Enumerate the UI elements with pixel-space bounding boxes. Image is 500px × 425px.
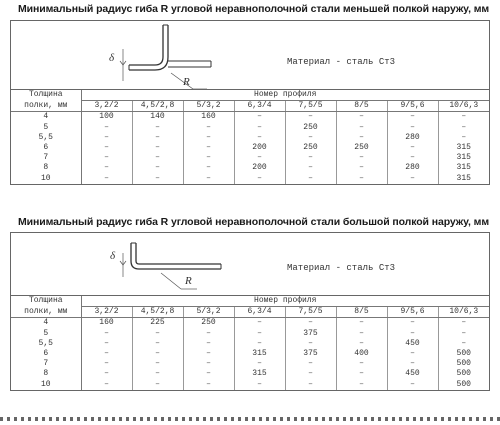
radius-value-cell: –	[336, 359, 387, 369]
radius-value-cell: –	[336, 153, 387, 163]
radius-value-cell: –	[234, 153, 285, 163]
radius-value-cell: –	[81, 163, 132, 173]
radius-value-cell: –	[132, 123, 183, 133]
radius-value-cell: –	[336, 163, 387, 173]
thickness-cell: 5,5	[11, 339, 81, 349]
radius-value-cell: –	[285, 112, 336, 123]
radius-value-cell: –	[81, 329, 132, 339]
table-row	[11, 163, 489, 173]
radius-value-cell: –	[183, 123, 234, 133]
radius-value-cell: –	[285, 369, 336, 379]
radius-value-cell: –	[81, 153, 132, 163]
profile-header-cell: 3,2/2	[81, 101, 132, 112]
radius-value-cell: –	[234, 380, 285, 390]
radius-value-cell: –	[183, 153, 234, 163]
radius-value-cell: –	[183, 163, 234, 173]
radius-value-cell: –	[336, 339, 387, 349]
profile-header-cell: 7,5/5	[285, 101, 336, 112]
table1-title: Минимальный радиус гиба R угловой неравнополочной стали меньшей полкой наружу, мм	[18, 3, 490, 15]
radius-value-cell: –	[336, 174, 387, 184]
radius-value-cell: –	[336, 123, 387, 133]
table2-material: Материал - сталь Ст3	[287, 263, 396, 273]
radius-value-cell: 315	[456, 163, 471, 173]
radius-value-cell: 200	[234, 163, 285, 173]
bottom-dashed-rule	[0, 417, 500, 421]
thickness-cell: 8	[11, 163, 81, 173]
radius-value-cell: –	[285, 174, 336, 184]
thickness-header: Толщина	[11, 296, 81, 307]
thickness-cell: 7	[11, 153, 81, 163]
table2-block	[10, 232, 490, 391]
radius-value-cell: –	[183, 143, 234, 153]
radius-value-cell: –	[387, 153, 438, 163]
radius-value-cell: –	[285, 133, 336, 143]
thickness-cell: 10	[11, 380, 81, 390]
table1-block	[10, 20, 490, 185]
table1-diagram	[11, 21, 489, 90]
radius-value-cell: –	[132, 329, 183, 339]
thickness-cell: 6	[11, 143, 81, 153]
radius-value-cell: 500	[456, 349, 471, 359]
radius-value-cell: –	[387, 112, 438, 123]
radius-value-cell: 200	[234, 143, 285, 153]
radius-value-cell: –	[132, 359, 183, 369]
radius-value-cell: –	[81, 359, 132, 369]
radius-value-cell: –	[81, 380, 132, 390]
radius-value-cell: 315	[456, 153, 471, 163]
radius-value-cell: –	[132, 349, 183, 359]
radius-value-cell: –	[132, 133, 183, 143]
profile-header-cell: 7,5/5	[285, 307, 336, 318]
radius-value-cell: –	[234, 318, 285, 329]
radius-value-cell: –	[234, 174, 285, 184]
profile-header-cell: 5/3,2	[183, 101, 234, 112]
thickness-header-line2: полки, мм	[11, 307, 81, 318]
radius-value-cell: –	[461, 328, 467, 338]
radius-value-cell: –	[81, 143, 132, 153]
table-row	[11, 143, 489, 153]
radius-value-cell: 500	[456, 359, 471, 369]
radius-value-cell: 375	[285, 349, 336, 359]
radius-value-cell: –	[132, 143, 183, 153]
profile-header-cell: 5/3,2	[183, 307, 234, 318]
radius-value-cell: –	[336, 133, 387, 143]
thickness-cell: 6	[11, 349, 81, 359]
profile-header-cell: 8/5	[336, 101, 387, 112]
radius-label: R	[183, 76, 190, 88]
profile-number-header: Номер профиля	[81, 90, 489, 101]
table-row	[11, 174, 489, 184]
radius-value-cell: –	[336, 318, 387, 329]
table-row	[11, 123, 489, 133]
radius-value-cell: –	[461, 132, 467, 142]
radius-value-cell: –	[285, 359, 336, 369]
thickness-cell: 5,5	[11, 133, 81, 143]
thickness-cell: 10	[11, 174, 81, 184]
radius-value-cell: –	[81, 174, 132, 184]
profile-header-cell: 4,5/2,8	[132, 101, 183, 112]
radius-value-cell: –	[183, 359, 234, 369]
radius-value-cell: –	[461, 338, 467, 348]
radius-value-cell: –	[387, 380, 438, 390]
radius-value-cell: 500	[456, 369, 471, 379]
radius-value-cell: –	[183, 133, 234, 143]
radius-value-cell: –	[132, 339, 183, 349]
profile-header-cell: 10/6,3	[438, 307, 489, 318]
profile-header-cell: 9/5,6	[387, 101, 438, 112]
radius-value-cell: 250	[285, 123, 336, 133]
thickness-cell: 8	[11, 369, 81, 379]
table-row	[11, 380, 489, 390]
radius-value-cell: 315	[456, 143, 471, 153]
thickness-header-line2: полки, мм	[11, 101, 81, 112]
radius-value-cell: –	[387, 174, 438, 184]
radius-value-cell: 315	[234, 369, 285, 379]
profile-header-cell: 8/5	[336, 307, 387, 318]
table-row	[11, 329, 489, 339]
radius-value-cell: –	[183, 369, 234, 379]
radius-value-cell: –	[234, 112, 285, 123]
radius-label: R	[185, 275, 192, 287]
radius-value-cell: –	[183, 339, 234, 349]
profile-header-cell: 9/5,6	[387, 307, 438, 318]
table-row	[11, 318, 489, 329]
radius-value-cell: 140	[132, 112, 183, 123]
radius-value-cell: 315	[234, 349, 285, 359]
table2-grid	[11, 296, 489, 390]
angle-bend-diagram-1	[11, 21, 489, 89]
profile-header-cell: 3,2/2	[81, 307, 132, 318]
radius-value-cell: 250	[183, 318, 234, 329]
radius-value-cell: 250	[285, 143, 336, 153]
profile-number-header: Номер профиля	[81, 296, 489, 307]
radius-value-cell: –	[336, 329, 387, 339]
radius-value-cell: –	[234, 339, 285, 349]
radius-value-cell: 400	[336, 349, 387, 359]
radius-value-cell: 450	[387, 339, 438, 349]
radius-value-cell: 375	[285, 329, 336, 339]
radius-value-cell: 250	[336, 143, 387, 153]
radius-value-cell: 160	[183, 112, 234, 123]
radius-value-cell: 160	[81, 318, 132, 329]
thickness-cell: 7	[11, 359, 81, 369]
radius-value-cell: –	[183, 329, 234, 339]
radius-value-cell: –	[387, 318, 438, 329]
radius-value-cell: –	[285, 339, 336, 349]
radius-value-cell: –	[234, 133, 285, 143]
profile-header-cell: 10/6,3	[438, 101, 489, 112]
radius-value-cell: –	[387, 349, 438, 359]
radius-value-cell: –	[234, 359, 285, 369]
radius-value-cell: –	[81, 369, 132, 379]
table2-diagram	[11, 233, 489, 296]
radius-value-cell: –	[285, 380, 336, 390]
profile-header-cell: 6,3/4	[234, 307, 285, 318]
radius-value-cell: –	[132, 153, 183, 163]
radius-value-cell: –	[461, 318, 467, 328]
radius-value-cell: –	[183, 174, 234, 184]
radius-value-cell: –	[183, 349, 234, 359]
radius-value-cell: –	[336, 112, 387, 123]
radius-value-cell: –	[81, 123, 132, 133]
thickness-cell: 4	[11, 318, 81, 329]
radius-value-cell: 225	[132, 318, 183, 329]
radius-value-cell: –	[183, 380, 234, 390]
radius-value-cell: 280	[387, 133, 438, 143]
radius-value-cell: –	[336, 380, 387, 390]
radius-value-cell: –	[285, 163, 336, 173]
radius-value-cell: –	[132, 174, 183, 184]
radius-value-cell: –	[234, 123, 285, 133]
radius-value-cell: –	[234, 329, 285, 339]
radius-value-cell: –	[132, 380, 183, 390]
radius-value-cell: –	[81, 133, 132, 143]
thickness-cell: 5	[11, 123, 81, 133]
table-row	[11, 153, 489, 163]
radius-value-cell: 500	[456, 379, 471, 389]
radius-value-cell: –	[387, 329, 438, 339]
radius-value-cell: –	[81, 339, 132, 349]
angle-bend-diagram-2	[11, 233, 489, 295]
radius-value-cell: –	[81, 349, 132, 359]
radius-value-cell: –	[461, 122, 467, 132]
radius-value-cell: –	[387, 143, 438, 153]
radius-value-cell: 280	[387, 163, 438, 173]
profile-header-cell: 4,5/2,8	[132, 307, 183, 318]
thickness-header: Толщина	[11, 90, 81, 101]
table-row	[11, 112, 489, 123]
thickness-cell: 5	[11, 329, 81, 339]
radius-value-cell: –	[336, 369, 387, 379]
radius-value-cell: –	[387, 123, 438, 133]
thickness-cell: 4	[11, 112, 81, 123]
radius-value-cell: 450	[387, 369, 438, 379]
delta-label: δ	[110, 250, 116, 262]
radius-value-cell: –	[387, 359, 438, 369]
table1-grid	[11, 90, 489, 184]
table-row	[11, 369, 489, 379]
table-row	[11, 349, 489, 359]
delta-label: δ	[109, 52, 115, 64]
table1-material: Материал - сталь Ст3	[287, 57, 396, 67]
radius-value-cell: –	[285, 153, 336, 163]
table2-title: Минимальный радиус гиба R угловой неравнополочной стали большой полкой наружу, мм	[18, 216, 490, 228]
table-row	[11, 133, 489, 143]
radius-value-cell: –	[461, 112, 467, 122]
profile-header-cell: 6,3/4	[234, 101, 285, 112]
radius-value-cell: –	[132, 369, 183, 379]
radius-value-cell: 100	[81, 112, 132, 123]
radius-value-cell: –	[285, 318, 336, 329]
table-row	[11, 339, 489, 349]
radius-value-cell: –	[132, 163, 183, 173]
radius-value-cell: 315	[456, 173, 471, 183]
table-row	[11, 359, 489, 369]
